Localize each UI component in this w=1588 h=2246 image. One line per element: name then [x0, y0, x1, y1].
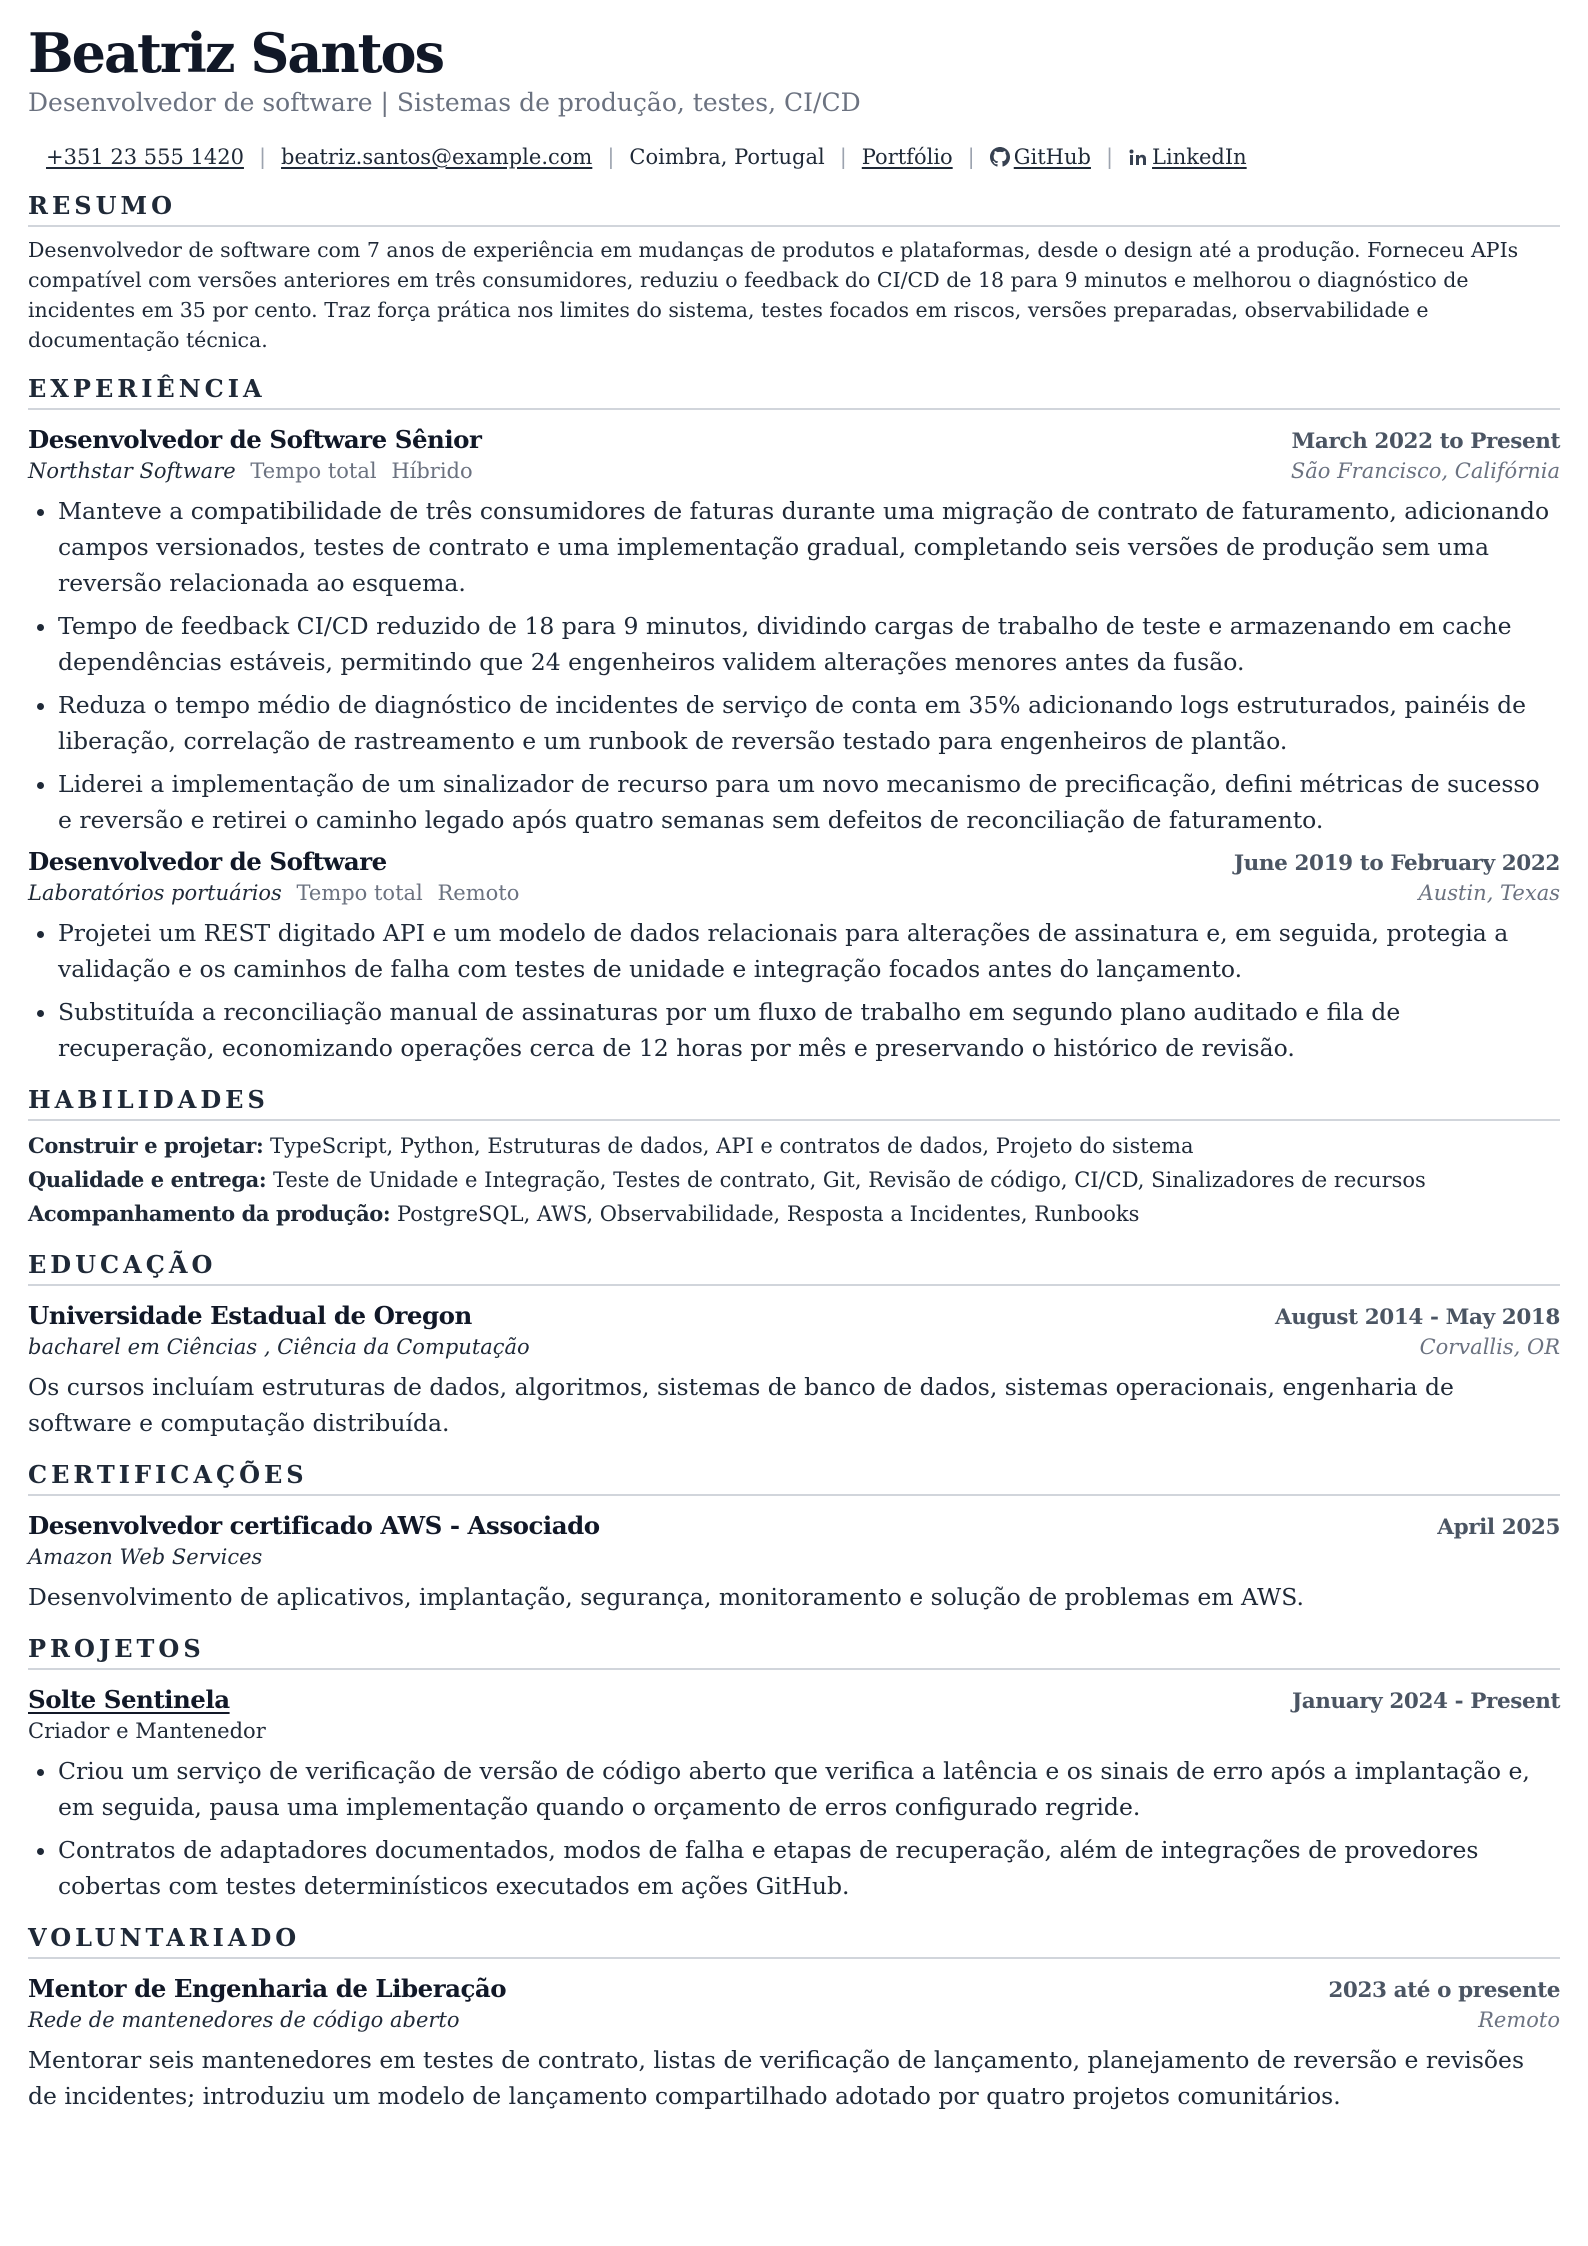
location-text: Coimbra, Portugal — [629, 145, 825, 169]
education-entry — [28, 1300, 1560, 1441]
github-icon — [990, 147, 1010, 167]
separator: | — [1105, 145, 1114, 169]
linkedin-link[interactable]: LinkedIn — [1152, 145, 1247, 169]
company-name: Northstar Software — [28, 459, 236, 483]
candidate-name: Beatriz Santos — [28, 21, 443, 85]
project-role: Criador e Mantenedor — [28, 1719, 266, 1743]
project-bullet: • Contratos de adaptadores documentados, modos de falha e etapas de recuperação, além de integrações de provedores cobertas com testes determinísticos executados em ações GitHub. — [58, 1832, 1560, 1904]
linkedin-icon — [1128, 147, 1148, 167]
skill-row — [28, 1163, 1560, 1197]
skill-category: Construir e projetar: — [28, 1133, 264, 1158]
achievement-item: • Reduza o tempo médio de diagnóstico de incidentes de serviço de conta em 35% adicionando logs estruturados, painéis de liberação, correlação de rastreamento e um runbook de reversão testado para engenheiros de plantão. — [58, 687, 1560, 759]
project-entry — [28, 1684, 1560, 1904]
skill-row — [28, 1129, 1560, 1163]
company-name: Laboratórios portuários — [28, 881, 282, 905]
section-title-certifications: CERTIFICAÇÕES — [28, 1459, 1560, 1496]
job-dates: June 2019 to February 2022 — [1233, 851, 1560, 876]
email-link[interactable]: beatriz.santos@example.com — [281, 145, 593, 169]
project-bullet: • Criou um serviço de verificação de versão de código aberto que verifica a latência e os sinais de erro após a implantação e, em seguida, pausa uma implementação quando o orçamento de erros configurado regride. — [58, 1753, 1560, 1825]
separator: | — [839, 145, 847, 169]
achievement-item: • Manteve a compatibilidade de três consumidores de faturas durante uma migração de contrato de faturamento, adicionando campos versionados, testes de contrato e uma implementação gradual, completando seis versões de produção sem uma reversão relacionada ao esquema. — [58, 493, 1560, 601]
project-dates: January 2024 - Present — [1291, 1689, 1560, 1714]
degree: bacharel em Ciências , Ciência da Computação — [28, 1335, 530, 1359]
employment-type: Tempo total — [250, 459, 377, 483]
job-title: Desenvolvedor de Software Sênior — [28, 425, 482, 454]
skills-list — [28, 1129, 1560, 1231]
volunteer-dates: 2023 até o presente — [1328, 1978, 1560, 2003]
volunteer-entry — [28, 1973, 1560, 2114]
section-title-summary: RESUMO — [28, 190, 1560, 227]
skill-category: Qualidade e entrega: — [28, 1167, 267, 1192]
certification-entry — [28, 1510, 1560, 1615]
headline: Desenvolvedor de software | Sistemas de produção, testes, CI/CD — [28, 88, 861, 117]
skill-row — [28, 1197, 1560, 1231]
project-bullets — [28, 1753, 1560, 1904]
employment-type: Tempo total — [296, 881, 423, 905]
phone-link[interactable]: +351 23 555 1420 — [46, 145, 244, 169]
achievement-item: • Liderei a implementação de um sinalizador de recurso para um novo mecanismo de precificação, defini métricas de sucesso e reversão e retirei o caminho legado após quatro semanas sem defeitos de reconciliação de faturamento. — [58, 766, 1560, 838]
section-title-projects: PROJETOS — [28, 1633, 1560, 1670]
separator: | — [967, 145, 975, 169]
school-location: Corvallis, OR — [1419, 1335, 1560, 1359]
experience-entry — [28, 846, 1560, 1066]
summary-text: Desenvolvedor de software com 7 anos de experiência em mudanças de produtos e plataformas, desde o design até a produção. Forneceu APIs compatível com versões anteriores em três consumidores, reduziu o feedback do CI/CD de 18 para 9 minutos e melhorou o diagnóstico de incidentes em 35 por cento. Traz força prática nos limites do sistema, testes focados em riscos, versões preparadas, observabilidade e documentação técnica. — [28, 238, 1519, 352]
experience-entry — [28, 424, 1560, 838]
volunteer-title: Mentor de Engenharia de Liberação — [28, 1974, 507, 2003]
separator: | — [258, 145, 267, 169]
certification-date: April 2025 — [1437, 1515, 1560, 1540]
project-title-link[interactable]: Solte Sentinela — [28, 1685, 230, 1714]
certification-title: Desenvolvedor certificado AWS - Associado — [28, 1511, 600, 1540]
volunteer-org: Rede de mantenedores de código aberto — [28, 2008, 460, 2032]
education-description: Os cursos incluíam estruturas de dados, algoritmos, sistemas de banco de dados, sistemas operacionais, engenharia de software e computação distribuída. — [28, 1373, 1454, 1437]
work-mode: Remoto — [437, 881, 520, 905]
education-dates: August 2014 - May 2018 — [1275, 1305, 1560, 1330]
volunteer-description: Mentorar seis mantenedores em testes de contrato, listas de verificação de lançamento, planejamento de reversão e revisões de incidentes; introduziu um modelo de lançamento compartilhado adotado por quatro projetos comunitários. — [28, 2046, 1525, 2110]
skill-values: TypeScript, Python, Estruturas de dados, API e contratos de dados, Projeto do sistema — [270, 1134, 1194, 1158]
section-title-volunteer: VOLUNTARIADO — [28, 1922, 1560, 1959]
separator: | — [607, 145, 615, 169]
section-title-education: EDUCAÇÃO — [28, 1249, 1560, 1286]
skill-category: Acompanhamento da produção: — [28, 1201, 391, 1226]
achievement-item: • Substituída a reconciliação manual de assinaturas por um fluxo de trabalho em segundo plano auditado e fila de recuperação, economizando operações cerca de 12 horas por mês e preservando o histórico de revisão. — [58, 994, 1560, 1066]
section-title-experience: EXPERIÊNCIA — [28, 373, 1560, 410]
section-title-skills: HABILIDADES — [28, 1084, 1560, 1121]
contact-bar — [28, 142, 1560, 172]
achievement-item: • Projetei um REST digitado API e um modelo de dados relacionais para alterações de assinatura e, em seguida, protegia a validação e os caminhos de falha com testes de unidade e integração focados antes do lançamento. — [58, 915, 1560, 987]
certification-description: Desenvolvimento de aplicativos, implantação, segurança, monitoramento e solução de problemas em AWS. — [28, 1583, 1304, 1611]
github-link[interactable]: GitHub — [1013, 145, 1091, 169]
job-title: Desenvolvedor de Software — [28, 847, 387, 876]
achievement-item: • Tempo de feedback CI/CD reduzido de 18 para 9 minutos, dividindo cargas de trabalho de teste e armazenando em cache dependências estáveis, permitindo que 24 engenheiros validem alterações menores antes da fusão. — [58, 608, 1560, 680]
school-name: Universidade Estadual de Oregon — [28, 1301, 472, 1330]
skill-values: PostgreSQL, AWS, Observabilidade, Resposta a Incidentes, Runbooks — [396, 1202, 1140, 1226]
portfolio-link[interactable]: Portfólio — [861, 145, 953, 169]
work-mode: Híbrido — [391, 459, 473, 483]
job-location: São Francisco, Califórnia — [1290, 459, 1560, 483]
achievement-list — [28, 493, 1560, 838]
certification-issuer: Amazon Web Services — [28, 1545, 263, 1569]
skill-values: Teste de Unidade e Integração, Testes de contrato, Git, Revisão de código, CI/CD, Sinalizadores de recursos — [272, 1168, 1426, 1192]
volunteer-location: Remoto — [1478, 2008, 1560, 2032]
job-location: Austin, Texas — [1418, 881, 1560, 905]
job-dates: March 2022 to Present — [1291, 429, 1560, 454]
achievement-list — [28, 915, 1560, 1066]
